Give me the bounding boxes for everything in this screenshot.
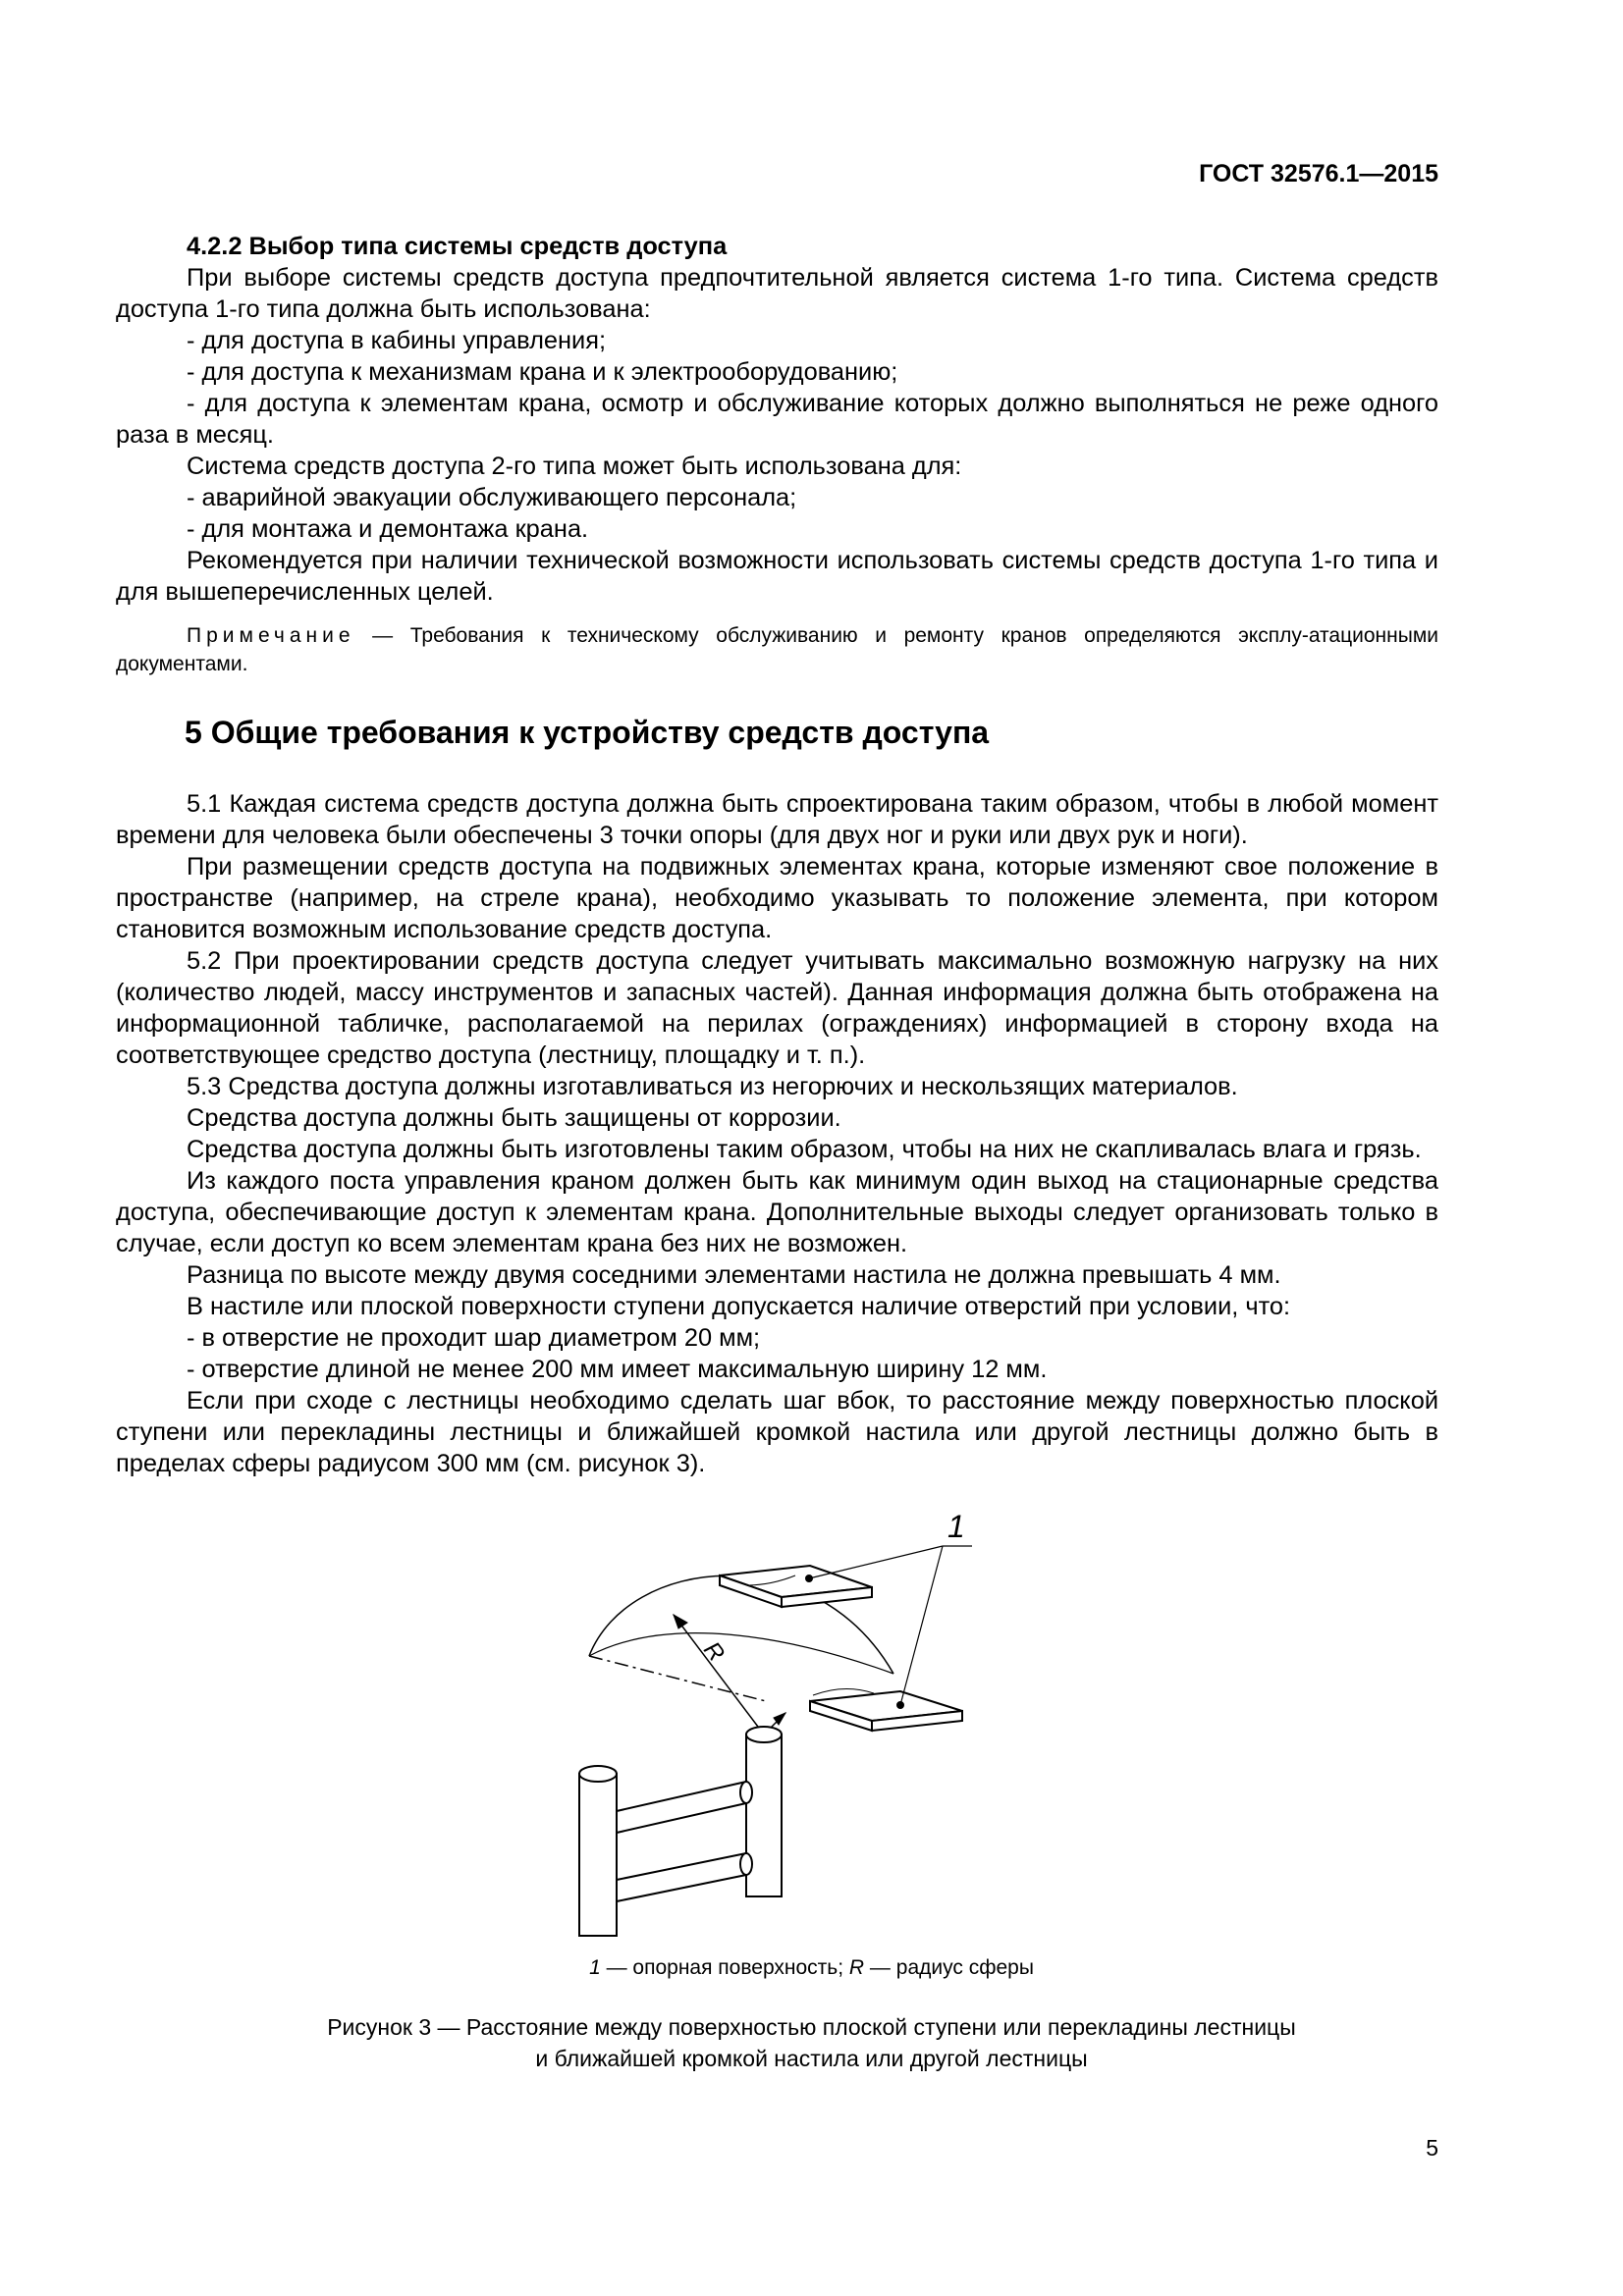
figure-legend [0, 1956, 1623, 1980]
section-5 [116, 788, 1438, 1479]
list-item: - для доступа в кабины управления; [187, 327, 607, 354]
list-item: - для доступа к механизмам крана и к электрооборудованию; [187, 358, 898, 386]
legend-text: — опорная поверхность; [600, 1956, 849, 1979]
legend-text: — радиус сферы [864, 1956, 1034, 1979]
leader-line [900, 1546, 943, 1705]
paragraph: Средства доступа должны быть изготовлены таким образом, чтобы на них не скапливалась влага и грязь. [187, 1136, 1422, 1163]
figure-label-1: 1 [947, 1509, 965, 1544]
paragraph: 5.1 Каждая система средств доступа должна быть спроектирована таким образом, чтобы в любой момент времени для человека были обеспечены 3 точки опоры (для двух ног и руки или двух рук и ноги). [116, 790, 1438, 849]
radius-arrow [674, 1615, 764, 1735]
paragraph: При выборе системы средств доступа предпочтительной является система 1-го типа. Система средств доступа 1-го типа должна быть использована: [116, 264, 1438, 323]
paragraph: 5.2 При проектировании средств доступа следует учитывать максимально возможную нагрузку на них (количество людей, массу инструментов и запасных частей). Данная информация должна быть отображена на информационной табличке, располагаемой на перилах (ограждениях) информацией в сторону входа на соответствующее средство доступа (лестницу, площадку и т. п.). [116, 947, 1438, 1069]
paragraph: Разница по высоте между двумя соседними элементами настила не должна превышать 4 мм. [187, 1261, 1281, 1289]
list-item: - для монтажа и демонтажа крана. [187, 515, 589, 543]
paragraph: Из каждого поста управления краном должен быть как минимум один выход на стационарные средства доступа, обеспечивающие доступ к элементам крана. Дополнительные выходы следует организовать только в случае, если доступ ко всем элементам крана без них не возможен. [116, 1167, 1438, 1257]
list-item: - отверстие длиной не менее 200 мм имеет максимальную ширину 12 мм. [187, 1356, 1048, 1383]
list-item: - в отверстие не проходит шар диаметром 20 мм; [187, 1324, 761, 1352]
caption-line: Рисунок 3 — Расстояние между поверхностью плоской ступени или перекладины лестницы [327, 2014, 1296, 2040]
figure-label-r: R [698, 1636, 730, 1667]
subsection-title: 4.2.2 Выбор типа системы средств доступа [187, 233, 728, 260]
paragraph: 5.3 Средства доступа должны изготавливаться из негорючих и нескользящих материалов. [187, 1073, 1238, 1100]
radius-arrowhead [674, 1615, 687, 1629]
note-label: Примечание [187, 624, 355, 647]
figure-3-drawing [550, 1517, 1001, 1949]
legend-r-symbol: R [848, 1956, 865, 1979]
paragraph: Средства доступа должны быть защищены от коррозии. [187, 1104, 841, 1132]
note-text: — Требования к техническому обслуживанию и ремонту кранов определяются эксплу-атационными документами. [116, 624, 1438, 675]
paragraph: Рекомендуется при наличии технической возможности использовать системы средств доступа 1-го типа и для вышеперечисленных целей. [116, 547, 1438, 606]
legend-number: 1 [589, 1956, 601, 1979]
ladder [579, 1727, 782, 1936]
document-id: ГОСТ 32576.1—2015 [1199, 160, 1438, 187]
page-number: 5 [1426, 2135, 1438, 2161]
paragraph: В настиле или плоской поверхности ступени допускается наличие отверстий при условии, что: [187, 1293, 1291, 1320]
section-4-2-2 [116, 231, 1438, 678]
list-item: - для доступа к элементам крана, осмотр и обслуживание которых должно выполняться не реже одного раза в месяц. [116, 390, 1438, 449]
sphere-axis-line [589, 1656, 766, 1701]
section-title: 5 Общие требования к устройству средств доступа [185, 715, 990, 750]
paragraph: Если при сходе с лестницы необходимо сделать шаг вбок, то расстояние между поверхностью плоской ступени или перекладины лестницы и ближайшей кромкой настила или другой лестницы должно быть в пределах сферы радиусом 300 мм (см. рисунок 3). [116, 1387, 1438, 1477]
lower-step-plate [810, 1688, 962, 1731]
figure-caption [0, 2011, 1623, 2074]
figure-3 [550, 1509, 1001, 1953]
note [116, 621, 1438, 678]
leader-line [809, 1546, 943, 1578]
caption-line: и ближайшей кромкой настила или другой лестницы [535, 2046, 1088, 2071]
upper-step-plate [720, 1566, 872, 1607]
paragraph: Система средств доступа 2-го типа может быть использована для: [187, 453, 962, 480]
paragraph: При размещении средств доступа на подвижных элементах крана, которые изменяют свое положение в пространстве (например, на стреле крана), необходимо указывать то положение элемента, при котором становится возможным использование средств доступа. [116, 853, 1438, 943]
list-item: - аварийной эвакуации обслуживающего персонала; [187, 484, 797, 511]
